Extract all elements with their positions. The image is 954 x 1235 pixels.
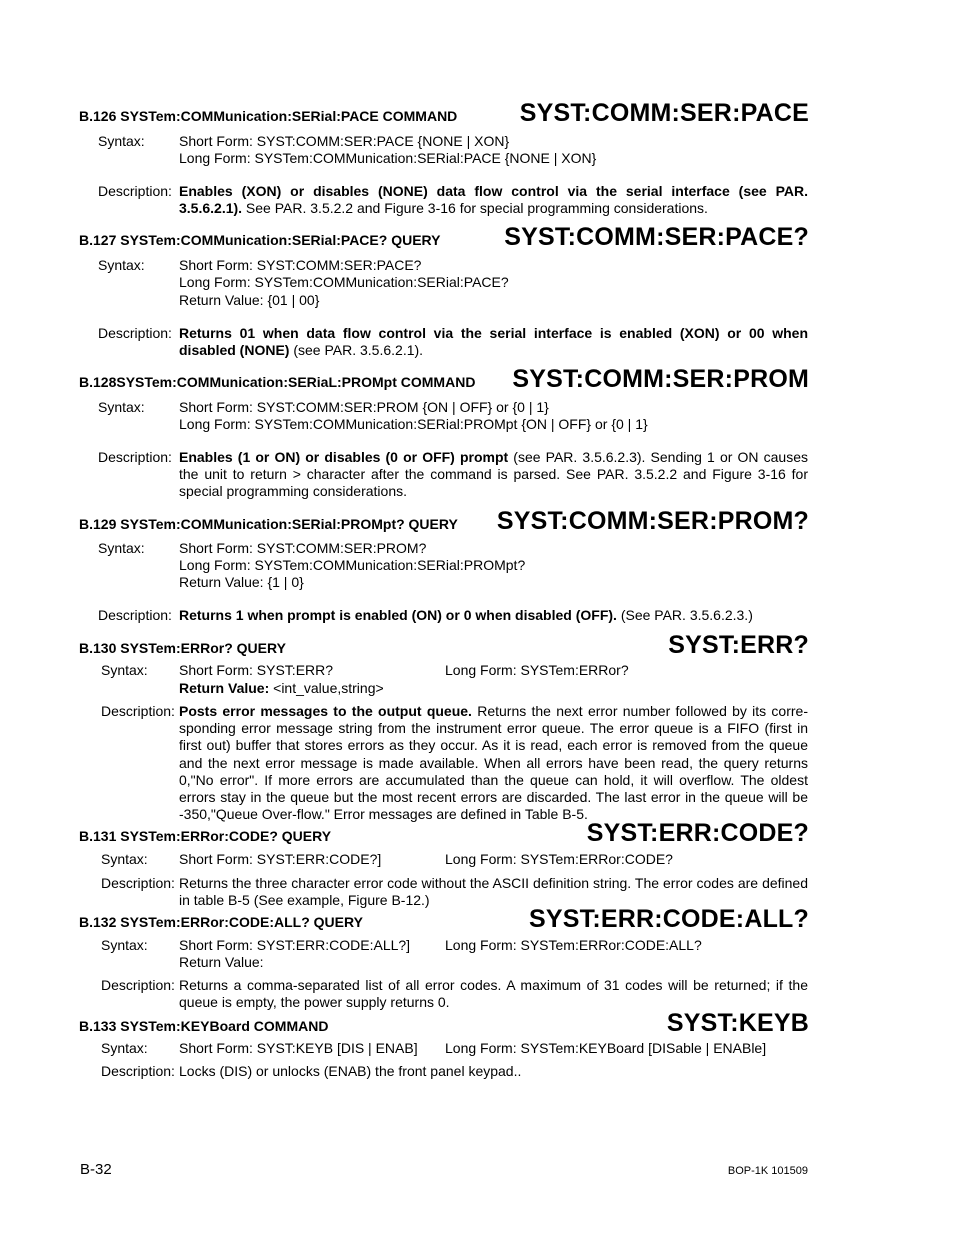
- description-emphasis: Returns 01 when data flow control via the serial interface is enabled (XON) or 00 when disabled (NONE): [179, 325, 808, 359]
- section-heading: B.126 SYSTem:COMMunication:SERial:PACE COMMAND: [79, 108, 458, 124]
- syntax-short-form: Short Form: SYST:COMM:SER:PACE?: [179, 257, 422, 273]
- syntax-long-form: Long Form: SYSTem:ERRor?: [445, 662, 629, 678]
- syntax-long-form: Long Form: SYSTem:COMMunication:SERial:PACE?: [179, 274, 509, 290]
- description-label: Description:: [101, 875, 175, 891]
- description-text: [179, 449, 808, 501]
- description-label: Description:: [98, 183, 172, 199]
- syntax-label: Syntax:: [98, 257, 145, 273]
- description-body: See PAR. 3.5.2.2 and Figure 3-16 for special programming considerations.: [242, 200, 708, 217]
- section-header: [79, 904, 809, 934]
- syntax-label: Syntax:: [101, 662, 148, 678]
- section-header: [79, 818, 809, 848]
- description-label: Description:: [98, 607, 172, 623]
- return-value: <int_value,string>: [269, 680, 384, 696]
- section-header: [79, 1008, 809, 1038]
- return-value-label: Return Value:: [179, 680, 270, 696]
- description-body: (see PAR. 3.5.6.2.3). Sending 1 or ON causes the unit to return > character after the command is parsed. See PAR. 3.5.2.2 and Figure 3-16 for special programming considerations.: [179, 449, 808, 500]
- description-label: Description:: [101, 703, 175, 719]
- description-text: [179, 183, 808, 217]
- description-body: Returns the next error number followed by its corre-sponding error message string from the instrument error queue. The error queue is a FIFO (first in first out) buffer that stores errors as they occur. As it is read, each error is removed from the queue and the next error message is made available. When all errors have been read, the query returns 0,"No error". If more errors are accumulated than the queue can hold, it will overflow. The oldest errors stay in the queue but the most recent errors are discarded. The last error in the queue will be -350,"Queue Over-flow." Error messages are defined in Table B-5.: [179, 703, 808, 823]
- description-text: [179, 607, 808, 624]
- syntax-label: Syntax:: [101, 937, 148, 953]
- description-text: [179, 703, 808, 823]
- section-heading: B.130 SYSTem:ERRor? QUERY: [79, 640, 286, 656]
- command-title: SYST:COMM:SER:PACE?: [504, 223, 809, 251]
- section-header: [79, 630, 809, 660]
- syntax-long-form: Long Form: SYSTem:COMMunication:SERial:PROMpt?: [179, 557, 526, 573]
- command-title: SYST:KEYB: [666, 1009, 809, 1037]
- command-title: SYST:ERR?: [668, 631, 809, 659]
- syntax-short-form: Short Form: SYST:COMM:SER:PROM {ON | OFF} or {0 | 1}: [179, 399, 549, 415]
- syntax-return-value: Return Value: {01 | 00}: [179, 292, 320, 308]
- document-id: BOP-1K 101509: [727, 1165, 808, 1177]
- section-header: [79, 506, 809, 536]
- section-header: [79, 364, 809, 394]
- syntax-return-value: Return Value: {1 | 0}: [179, 574, 304, 590]
- description-label: Description:: [98, 325, 172, 341]
- section-heading: B.132 SYSTem:ERRor:CODE:ALL? QUERY: [79, 914, 363, 930]
- description-emphasis: Posts error messages to the output queue.: [179, 703, 472, 719]
- description-emphasis: Returns 1 when prompt is enabled (ON) or 0 when disabled (OFF).: [179, 607, 617, 623]
- command-title: SYST:COMM:SER:PROM: [512, 365, 809, 393]
- syntax-short-form: Short Form: SYST:COMM:SER:PACE {NONE | XON}: [179, 133, 510, 149]
- syntax-long-form: Long Form: SYSTem:ERRor:CODE:ALL?: [445, 937, 702, 953]
- section-heading: B.133 SYSTem:KEYBoard COMMAND: [79, 1018, 329, 1034]
- syntax-short-form: Short Form: SYST:COMM:SER:PROM?: [179, 540, 427, 556]
- syntax-short-form: Short Form: SYST:ERR:CODE:ALL?]: [179, 937, 411, 953]
- syntax-label: Syntax:: [98, 133, 145, 149]
- description-text: Returns a comma-separated list of all error codes. A maximum of 31 codes will be returned; if the queue is empty, the power supply returns 0.: [179, 977, 808, 1011]
- syntax-long-form: Long Form: SYSTem:KEYBoard [DISable | ENABle]: [445, 1040, 767, 1056]
- description-text: Locks (DIS) or unlocks (ENAB) the front panel keypad..: [179, 1063, 522, 1079]
- syntax-label: Syntax:: [101, 1040, 148, 1056]
- command-title: SYST:ERR:CODE?: [586, 819, 809, 847]
- command-title: SYST:COMM:SER:PACE: [519, 99, 809, 127]
- section-heading: B.128SYSTem:COMMunication:SERiaL:PROMpt COMMAND: [79, 374, 476, 390]
- syntax-long-form: Long Form: SYSTem:COMMunication:SERial:PACE {NONE | XON}: [179, 150, 597, 166]
- section-header: [79, 98, 809, 128]
- syntax-short-form: Short Form: SYST:KEYB [DIS | ENAB]: [179, 1040, 418, 1056]
- page-number: B-32: [80, 1161, 112, 1178]
- description-emphasis: Enables (1 or ON) or disables (0 or OFF) prompt: [179, 449, 509, 465]
- description-body: (See PAR. 3.5.6.2.3.): [616, 607, 753, 623]
- command-title: SYST:ERR:CODE:ALL?: [529, 905, 809, 933]
- description-label: Description:: [101, 1063, 175, 1079]
- section-header: [79, 222, 809, 252]
- section-heading: B.129 SYSTem:COMMunication:SERial:PROMpt? QUERY: [79, 516, 458, 532]
- syntax-label: Syntax:: [101, 851, 148, 867]
- section-heading: B.131 SYSTem:ERRor:CODE? QUERY: [79, 828, 332, 844]
- syntax-return-value: [179, 680, 384, 697]
- syntax-short-form: Short Form: SYST:ERR:CODE?]: [179, 851, 382, 867]
- syntax-short-form: Short Form: SYST:ERR?: [179, 662, 334, 678]
- section-heading: B.127 SYSTem:COMMunication:SERial:PACE? QUERY: [79, 232, 441, 248]
- command-title: SYST:COMM:SER:PROM?: [496, 507, 809, 535]
- description-text: [179, 325, 808, 359]
- syntax-long-form: Long Form: SYSTem:ERRor:CODE?: [445, 851, 673, 867]
- description-emphasis: Enables (XON) or disables (NONE) data flow control via the serial interface (see PAR. 3.5.6.2.1).: [179, 183, 808, 217]
- description-label: Description:: [98, 449, 172, 465]
- syntax-return-value: Return Value:: [179, 954, 264, 970]
- description-label: Description:: [101, 977, 175, 993]
- description-body: (see PAR. 3.5.6.2.1).: [289, 342, 424, 359]
- syntax-label: Syntax:: [98, 540, 145, 556]
- description-text: Returns the three character error code without the ASCII definition string. The error codes are defined in table B-5 (See example, Figure B-12.): [179, 875, 808, 909]
- syntax-long-form: Long Form: SYSTem:COMMunication:SERial:PROMpt {ON | OFF} or {0 | 1}: [179, 416, 648, 432]
- syntax-label: Syntax:: [98, 399, 145, 415]
